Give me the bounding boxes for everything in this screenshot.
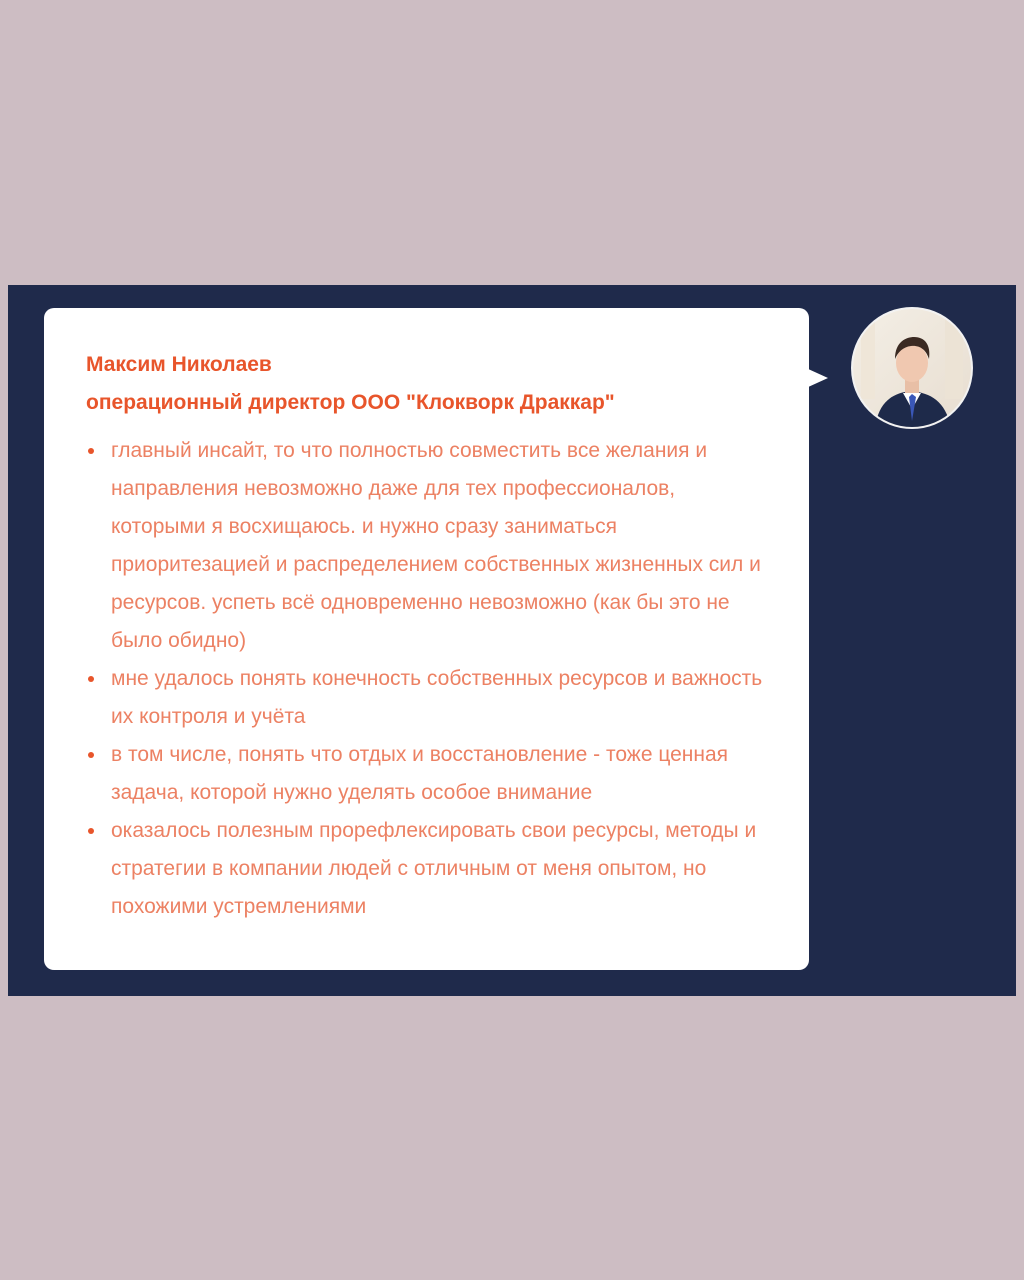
bullet-icon <box>88 448 94 454</box>
author-role: операционный директор ООО "Клокворк Драккар" <box>86 391 615 414</box>
testimonial-card <box>44 308 809 970</box>
avatar <box>851 307 973 429</box>
list-item-text: в том числе, понять что отдых и восстановление - тоже ценная задача, которой нужно уделять особое внимание <box>111 743 729 804</box>
list-item-text: оказалось полезным прорефлексировать свои ресурсы, методы и стратегии в компании людей с отличным от меня опытом, но похожими устремлениями <box>111 819 757 918</box>
testimonial-panel <box>8 285 1016 996</box>
list-item <box>86 660 773 736</box>
list-item-text: главный инсайт, то что полностью совместить все желания и направления невозможно даже для тех профессионалов, которыми я восхищаюсь. и нужно сразу заниматься приоритезацией и распределением собственных жизненных сил и ресурсов. успеть всё одновременно невозможно (как бы это не было обидно) <box>111 439 761 652</box>
speech-bubble-tail <box>806 368 828 388</box>
list-item <box>86 736 773 812</box>
bullet-icon <box>88 828 94 834</box>
bullet-icon <box>88 752 94 758</box>
list-item <box>86 812 773 926</box>
person-photo-icon <box>853 309 971 427</box>
bullet-icon <box>88 676 94 682</box>
list-item-text: мне удалось понять конечность собственных ресурсов и важность их контроля и учёта <box>111 667 763 728</box>
list-item <box>86 432 773 660</box>
insights-list <box>86 432 773 926</box>
author-name: Максим Николаев <box>86 353 272 376</box>
